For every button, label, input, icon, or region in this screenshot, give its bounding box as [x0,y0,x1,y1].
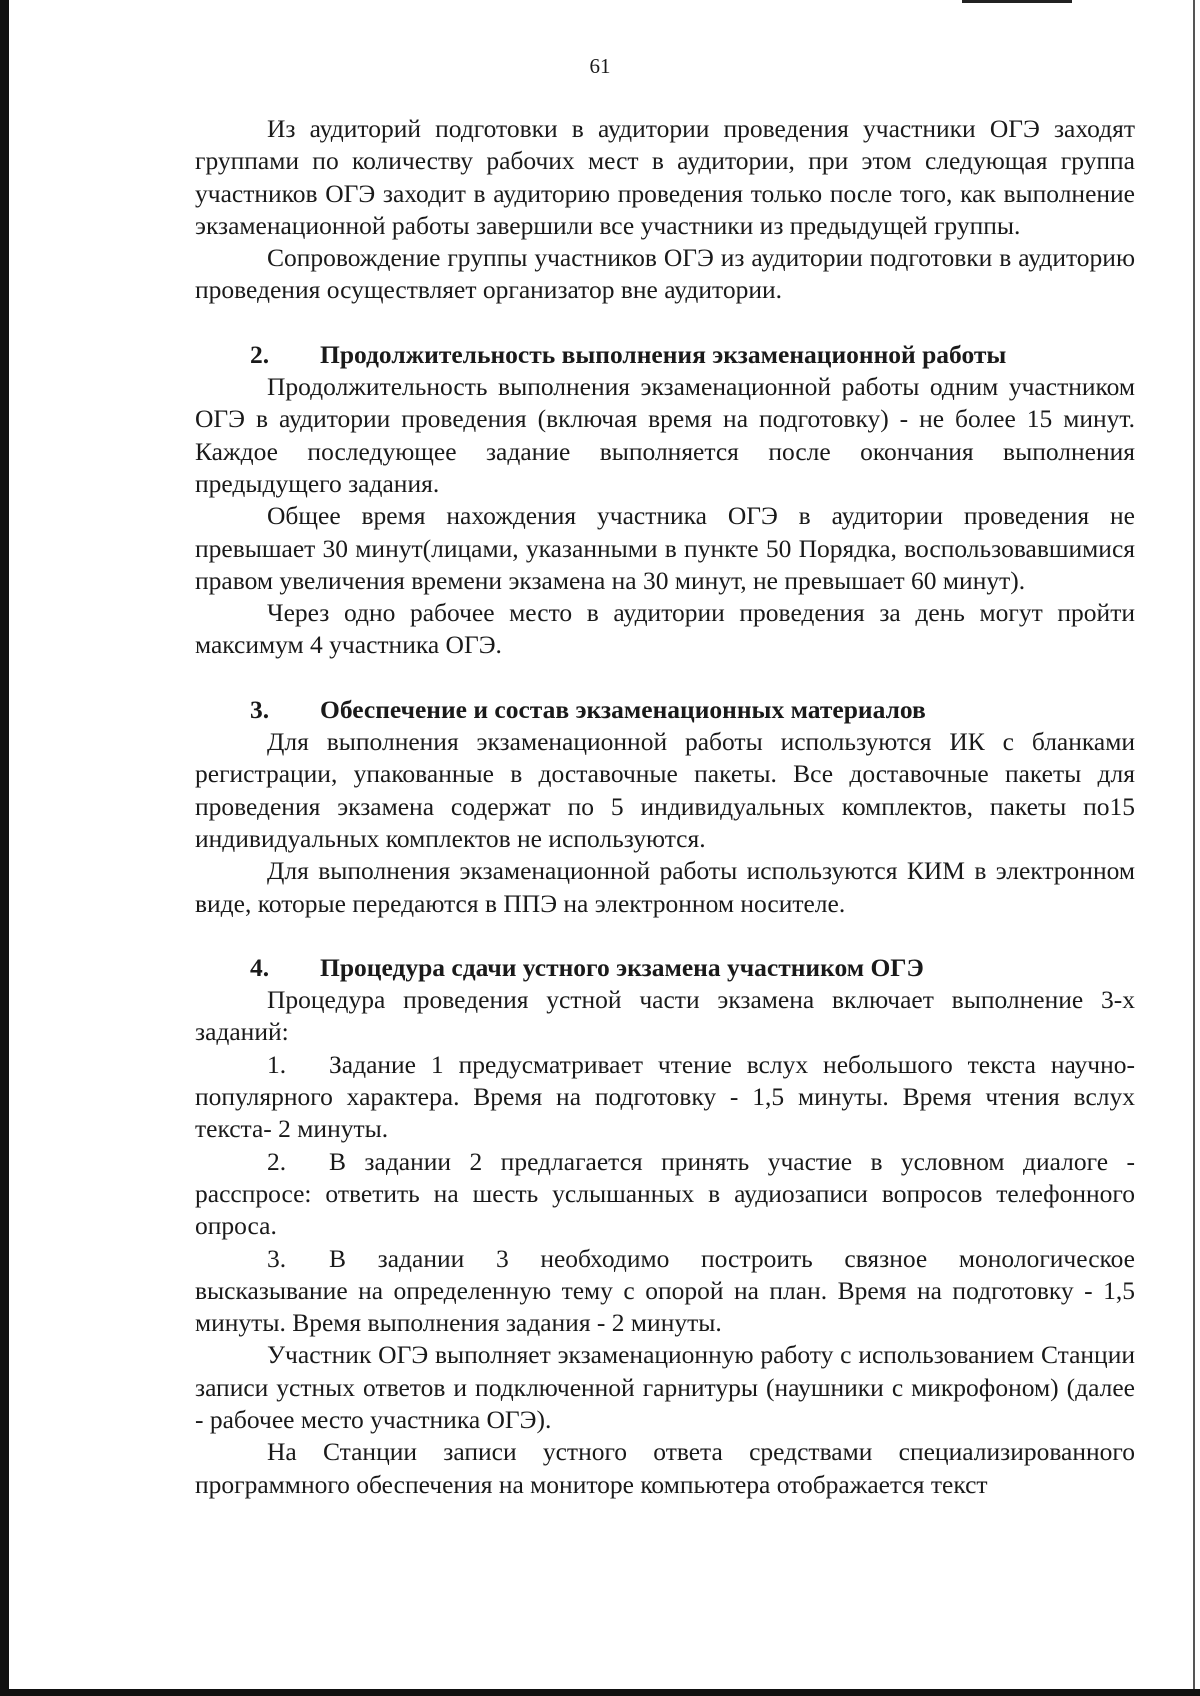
paragraph: Через одно рабочее место в аудитории проведения за день могут пройти максимум 4 участника ОГЭ. [195,598,1135,660]
paragraph: Для выполнения экзаменационной работы используются ИК с бланками регистрации, упакованные в доставочные пакеты. Все доставочные пакеты для проведения экзамена содержат по 5 индивидуальных комплектов, пакеты по15 индивидуальных комплектов не используются. [195,727,1135,853]
paragraph: Сопровождение группы участников ОГЭ из аудитории подготовки в аудиторию проведения осуществляет организатор вне аудитории. [195,243,1135,305]
paragraph: Продолжительность выполнения экзаменационной работы одним участником ОГЭ в аудитории проведения (включая время на подготовку) - не более 15 минут. Каждое последующее задание выполняется после окончания выполнения предыдущего задания. [195,372,1135,498]
section-heading [195,339,1135,371]
paragraph: На Станции записи устного ответа средствами специализированного программного обеспечения на мониторе компьютера отображается текст [195,1437,1135,1499]
paragraph: Участник ОГЭ выполняет экзаменационную работу с использованием Станции записи устных ответов и подключенной гарнитуры (наушники с микрофоном) (далее - рабочее место участника ОГЭ). [195,1340,1135,1434]
list-item-text: В задании 2 предлагается принять участие в условном диалоге - расспросе: ответить на шесть услышанных в аудиозаписи вопросов телефонного опроса. [195,1146,1135,1241]
paragraph: Для выполнения экзаменационной работы используются КИМ в электронном виде, которые передаются в ППЭ на электронном носителе. [195,856,1135,918]
paragraph: Общее время нахождения участника ОГЭ в аудитории проведения не превышает 30 минут(лицами, указанными в пункте 50 Порядка, воспользовавшимися правом увеличения времени экзамена на 30 минут, не превышает 60 минут). [195,501,1135,595]
list-item-number: 2. [267,1146,287,1176]
list-item [195,1049,1135,1146]
scan-edge-bottom [0,1689,1200,1696]
section-title: Процедура сдачи устного экзамена участником ОГЭ [320,952,924,982]
top-scan-mark [962,0,1072,3]
list-item-number: 3. [267,1243,287,1273]
section-title: Продолжительность выполнения экзаменационной работы [320,339,1007,369]
list-item [195,1243,1135,1340]
section-number: 2. [250,339,270,369]
list-item-text: Задание 1 предусматривает чтение вслух небольшого текста научно-популярного характера. Время на подготовку - 1,5 минуты. Время чтения вслух текста- 2 минуты. [195,1049,1135,1144]
section-number: 3. [250,694,270,724]
document-body [195,113,1135,1501]
section-heading [195,952,1135,984]
page-number: 61 [589,54,611,78]
section-number: 4. [250,952,270,982]
list-item-number: 1. [267,1049,287,1079]
paragraph: Процедура проведения устной части экзамена включает выполнение 3-х заданий: [195,985,1135,1047]
section-heading [195,694,1135,726]
section-title: Обеспечение и состав экзаменационных материалов [320,694,926,724]
scan-edge-left [0,0,9,1696]
scan-edge-right [1193,0,1195,1696]
list-item [195,1146,1135,1243]
paragraph: Из аудиторий подготовки в аудитории проведения участники ОГЭ заходят группами по количеству рабочих мест в аудитории, при этом следующая группа участников ОГЭ заходит в аудиторию проведения только после того, как выполнение экзаменационной работы завершили все участники из предыдущей группы. [195,114,1135,240]
list-item-text: В задании 3 необходимо построить связное монологическое высказывание на определенную тему с опорой на план. Время на подготовку - 1,5 минуты. Время выполнения задания - 2 минуты. [195,1243,1135,1338]
